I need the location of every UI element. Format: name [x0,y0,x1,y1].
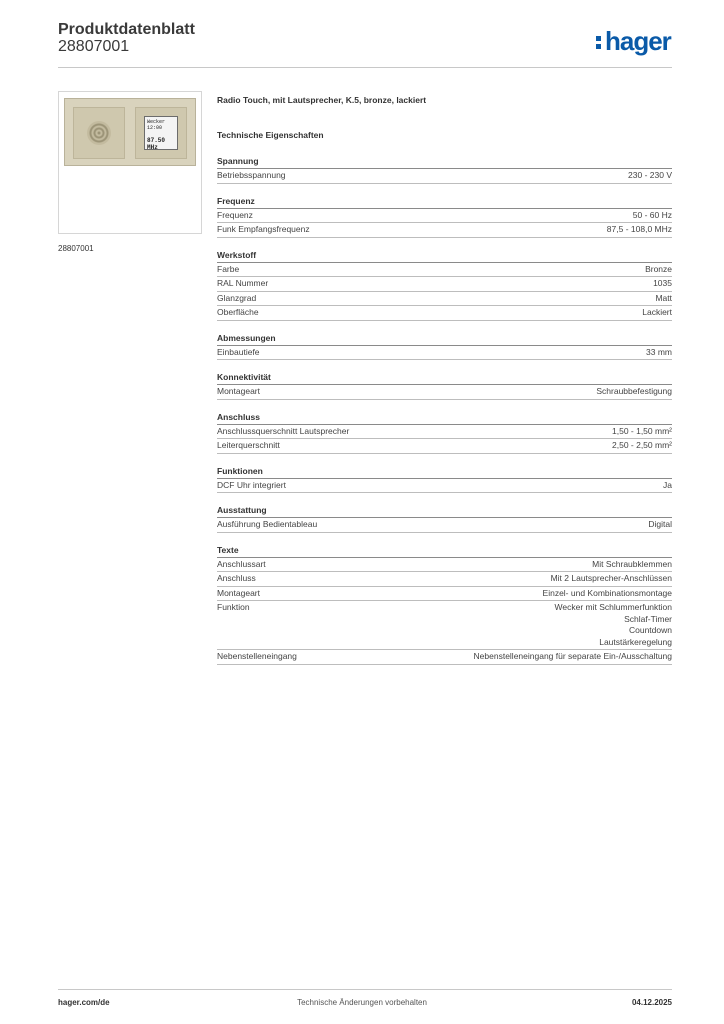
spec-row [217,385,672,400]
spec-group [217,412,672,454]
spec-row [217,650,672,665]
radio-display-line: Wecker 12:00 [147,119,166,131]
spec-group [217,505,672,533]
spec-value: 50 - 60 Hz [632,209,672,220]
hager-logo [596,26,671,57]
speaker-grill-icon [87,121,111,145]
spec-row [217,587,672,602]
spec-group-title: Ausstattung [217,505,672,518]
spec-group-title: Texte [217,545,672,558]
spec-group [217,545,672,665]
radio-panel [135,107,187,159]
spec-label: Leiterquerschnitt [217,440,280,450]
spec-value: Schraubbefestigung [596,386,672,396]
spec-content [217,95,672,665]
spec-group-title: Werkstoff [217,250,672,263]
spec-label: Nebenstelleneingang [217,651,297,661]
footer-divider [58,989,672,990]
tech-title: Technische Eigenschaften [217,130,324,140]
spec-value: Ja [663,479,672,490]
spec-label: Montageart [217,587,260,598]
spec-value [555,602,672,648]
spec-label: DCF Uhr integriert [217,479,286,490]
spec-row [217,601,672,650]
spec-value: Digital [648,519,672,529]
spec-value: 2,50 - 2,50 mm² [612,440,672,450]
spec-value: 1,50 - 1,50 mm² [612,425,672,436]
spec-group [217,250,672,321]
spec-row [217,439,672,454]
spec-row [217,169,672,184]
spec-label: Anschluss [217,573,256,583]
spec-label: Funk Empfangsfrequenz [217,224,310,234]
spec-label: Funktion [217,602,250,612]
footer-date: 04.12.2025 [631,998,672,1007]
spec-group [217,196,672,238]
speaker-panel [73,107,125,159]
spec-value: Mit 2 Lautsprecher-Anschlüssen [550,573,672,583]
spec-label: Montageart [217,386,260,396]
spec-row [217,263,672,278]
spec-row [217,558,672,573]
spec-group-title: Spannung [217,156,672,169]
product-number: 28807001 [58,38,130,55]
image-caption: 28807001 [58,244,94,253]
spec-label: Oberfläche [217,307,259,317]
spec-row [217,346,672,361]
spec-value: Nebenstelleneingang für separate Ein-/Ausschaltung [473,651,672,661]
spec-group-title: Funktionen [217,466,672,479]
spec-row [217,479,672,494]
spec-value: 33 mm [646,346,672,357]
logo-dots-icon [596,32,602,50]
footer-note: Technische Änderungen vorbehalten [297,998,427,1007]
spec-value-line: Wecker mit Schlummerfunktion [554,602,672,612]
spec-label: Ausführung Bedientableau [217,519,318,529]
spec-group-title: Konnektivität [217,372,672,385]
product-image-frame [58,91,202,234]
spec-groups [217,156,672,665]
spec-label: Farbe [217,263,240,274]
spec-row [217,518,672,533]
spec-row [217,277,672,292]
spec-row [217,425,672,440]
spec-value: Mit Schraubklemmen [592,558,672,569]
spec-group-title: Frequenz [217,196,672,209]
spec-value-line: Countdown [628,625,672,635]
radio-display-frequency: 87.50 MHz [147,137,166,151]
spec-row [217,306,672,321]
spec-value-line: Lautstärkeregelung [599,636,672,647]
spec-row [217,223,672,238]
spec-group-title: Anschluss [217,412,672,425]
spec-value-line: Schlaf-Timer [624,613,672,624]
page-title: Produktdatenblatt [58,21,195,38]
spec-value: Matt [655,292,672,303]
spec-group [217,156,672,184]
footer-url: hager.com/de [58,998,110,1007]
spec-row [217,572,672,587]
spec-group-title: Abmessungen [217,333,672,346]
spec-value: 230 - 230 V [628,170,672,180]
spec-group [217,372,672,400]
spec-value: 1035 [653,278,672,288]
spec-value: 87,5 - 108,0 MHz [606,224,672,234]
spec-label: Betriebsspannung [217,170,286,180]
spec-row [217,292,672,307]
spec-label: Anschlussart [217,558,266,569]
spec-label: RAL Nummer [217,278,269,288]
spec-label: Anschlussquerschnitt Lautsprecher [217,425,350,436]
radio-display [144,116,178,150]
spec-value: Lackiert [642,307,672,317]
spec-group [217,466,672,494]
spec-label: Einbautiefe [217,346,260,357]
spec-label: Glanzgrad [217,292,257,303]
product-image [64,98,196,166]
spec-value: Einzel- und Kombinationsmontage [542,587,672,598]
spec-group [217,333,672,361]
spec-label: Frequenz [217,209,253,220]
header-divider [58,67,672,68]
logo-text: hager [605,26,671,56]
spec-row [217,209,672,224]
spec-value: Bronze [645,263,672,274]
product-name: Radio Touch, mit Lautsprecher, K.5, bronze, lackiert [217,95,427,105]
